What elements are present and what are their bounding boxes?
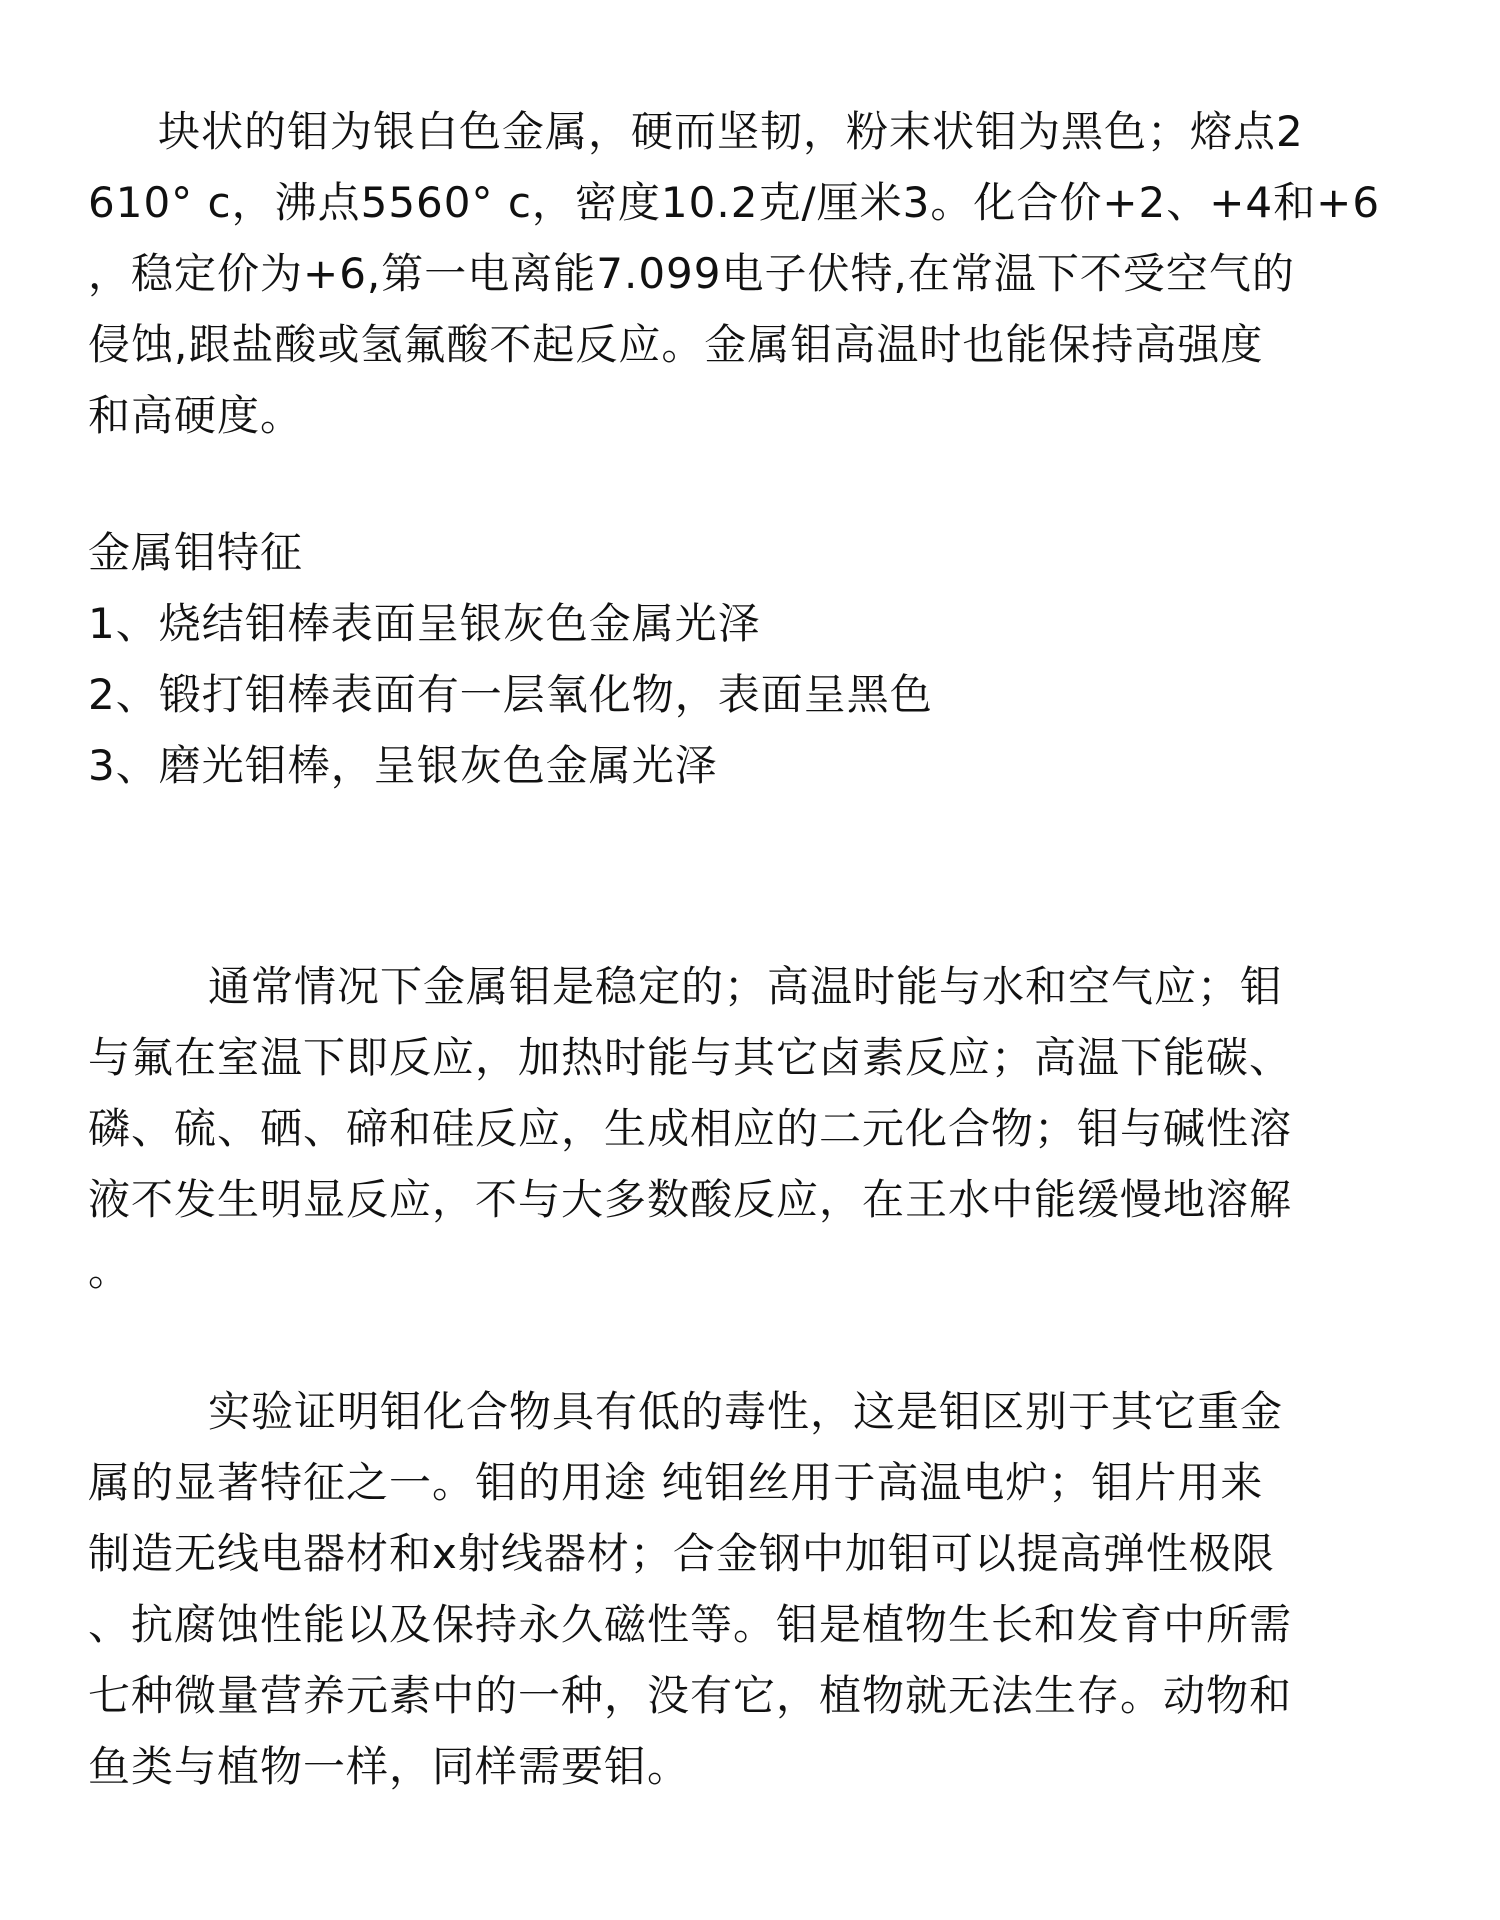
text-line: 、抗腐蚀性能以及保持永久磁性等。钼是植物生长和发育中所需 — [88, 1600, 1293, 1649]
text-line: 610° c，沸点5560° c，密度10.2克/厘米3。化合价+2、+4和+6 — [88, 178, 1381, 227]
text-line: 七种微量营养元素中的一种，没有它，植物就无法生存。动物和 — [88, 1671, 1293, 1720]
text-line: 液不发生明显反应，不与大多数酸反应，在王水中能缓慢地溶解 — [88, 1175, 1293, 1224]
list-item: 1、烧结钼棒表面呈银灰色金属光泽 — [88, 599, 761, 648]
text-line: 块状的钼为银白色金属，硬而坚韧，粉末状钼为黑色；熔点2 — [158, 107, 1304, 156]
list-item: 2、锻打钼棒表面有一层氧化物，表面呈黑色 — [88, 670, 933, 719]
text-line: 属的显著特征之一。钼的用途 纯钼丝用于高温电炉；钼片用来 — [88, 1458, 1264, 1507]
list-item: 3、磨光钼棒，呈银灰色金属光泽 — [88, 741, 718, 790]
text-line: ，稳定价为+6,第一电离能7.099电子伏特,在常温下不受空气的 — [88, 249, 1295, 298]
paragraph-chemistry — [88, 951, 1428, 1306]
text-line: 和高硬度。 — [88, 391, 304, 440]
text-line: 磷、硫、硒、碲和硅反应，生成相应的二元化合物；钼与碱性溶 — [88, 1104, 1293, 1153]
text-line: 。 — [88, 1246, 132, 1295]
text-line: 与氟在室温下即反应，加热时能与其它卤素反应；高温下能碳、 — [88, 1033, 1293, 1082]
text-line: 通常情况下金属钼是稳定的；高温时能与水和空气应；钼 — [208, 962, 1284, 1011]
text-line: 实验证明钼化合物具有低的毒性，这是钼区别于其它重金 — [208, 1387, 1284, 1436]
document-page — [88, 96, 1428, 1802]
section-title: 金属钼特征 — [88, 528, 304, 577]
text-line: 鱼类与植物一样，同样需要钼。 — [88, 1742, 691, 1791]
text-line: 侵蚀,跟盐酸或氢氟酸不起反应。金属钼高温时也能保持高强度 — [88, 320, 1264, 369]
text-line: 制造无线电器材和x射线器材；合金钢中加钼可以提高弹性极限 — [88, 1529, 1275, 1578]
features-section — [88, 517, 1428, 801]
paragraph-properties — [88, 96, 1428, 451]
paragraph-uses — [88, 1376, 1428, 1802]
